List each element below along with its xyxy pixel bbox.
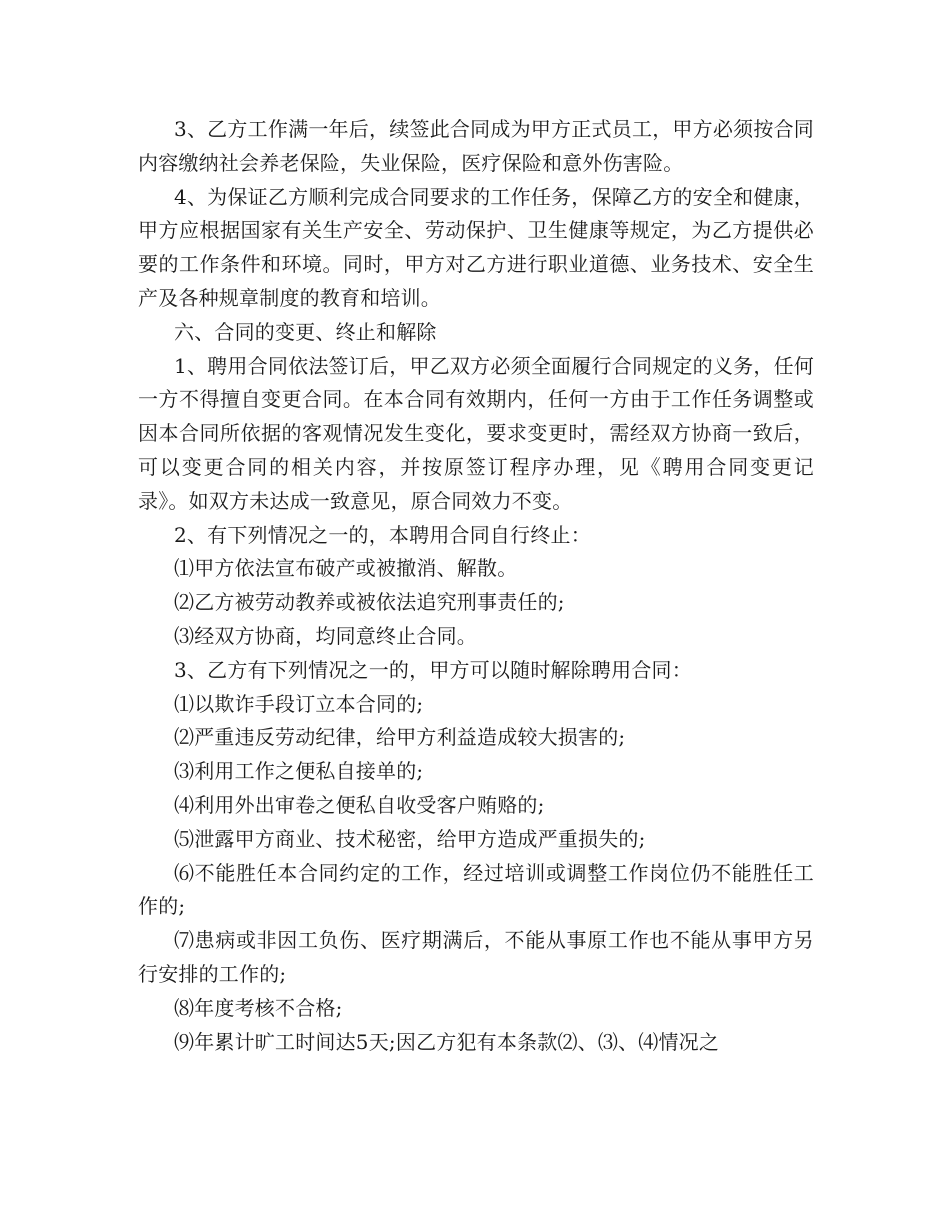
list-item-dismissal-6: ⑹不能胜任本合同约定的工作，经过培训或调整工作岗位仍不能胜任工作的; (138, 860, 814, 919)
list-item-termination-3: ⑶经双方协商，均同意终止合同。 (174, 623, 477, 648)
paragraph-work-conditions: 4、为保证乙方顺利完成合同要求的工作任务，保障乙方的安全和健康，甲方应根据国家有关生产安全、劳动保护、卫生健康等规定，为乙方提供必要的工作条件和环境。同时，甲方对乙方进行职业道德、业务技术、安全生产及各种规章制度的教育和培训。 (138, 184, 814, 310)
document-body (138, 113, 814, 1059)
list-item-dismissal-7: ⑺患病或非因工负伤、医疗期满后，不能从事原工作也不能从事甲方另行安排的工作的; (138, 928, 814, 986)
list-item-dismissal-3: ⑶利用工作之便私自接单的; (174, 759, 424, 784)
paragraph-contract-change: 1、聘用合同依法签订后，甲乙双方必须全面履行合同规定的义务，任何一方不得擅自变更合同。在本合同有效期内，任何一方由于工作任务调整或因本合同所依据的客观情况发生变化，要求变更时，需经双方协商一致后，可以变更合同的相关内容，并按原签订程序办理，见《聘用合同变更记录》。如双方未达成一致意见，原合同效力不变。 (138, 353, 814, 513)
section-heading-contract-change: 六、合同的变更、终止和解除 (174, 319, 437, 344)
paragraph-renewal-insurance: 3、乙方工作满一年后，续签此合同成为甲方正式员工，甲方必须按合同内容缴纳社会养老保险，失业保险，医疗保险和意外伤害险。 (138, 117, 814, 175)
list-item-dismissal-1: ⑴以欺诈手段订立本合同的; (174, 691, 424, 716)
paragraph-dismissal-conditions: 3、乙方有下列情况之一的，甲方可以随时解除聘用合同： (174, 657, 692, 682)
list-item-dismissal-5: ⑸泄露甲方商业、技术秘密，给甲方造成严重损失的; (174, 826, 646, 851)
paragraph-termination-conditions: 2、有下列情况之一的，本聘用合同自行终止： (174, 522, 591, 547)
list-item-dismissal-8: ⑻年度考核不合格; (174, 995, 343, 1020)
list-item-dismissal-9: ⑼年累计旷工时间达5天;因乙方犯有本条款⑵、⑶、⑷情况之 (174, 1029, 720, 1054)
list-item-termination-1: ⑴甲方依法宣布破产或被撤消、解散。 (174, 556, 518, 581)
list-item-termination-2: ⑵乙方被劳动教养或被依法追究刑事责任的; (174, 590, 565, 615)
list-item-dismissal-4: ⑷利用外出审卷之便私自收受客户贿赂的; (174, 792, 545, 817)
list-item-dismissal-2: ⑵严重违反劳动纪律，给甲方利益造成较大损害的; (174, 725, 626, 750)
